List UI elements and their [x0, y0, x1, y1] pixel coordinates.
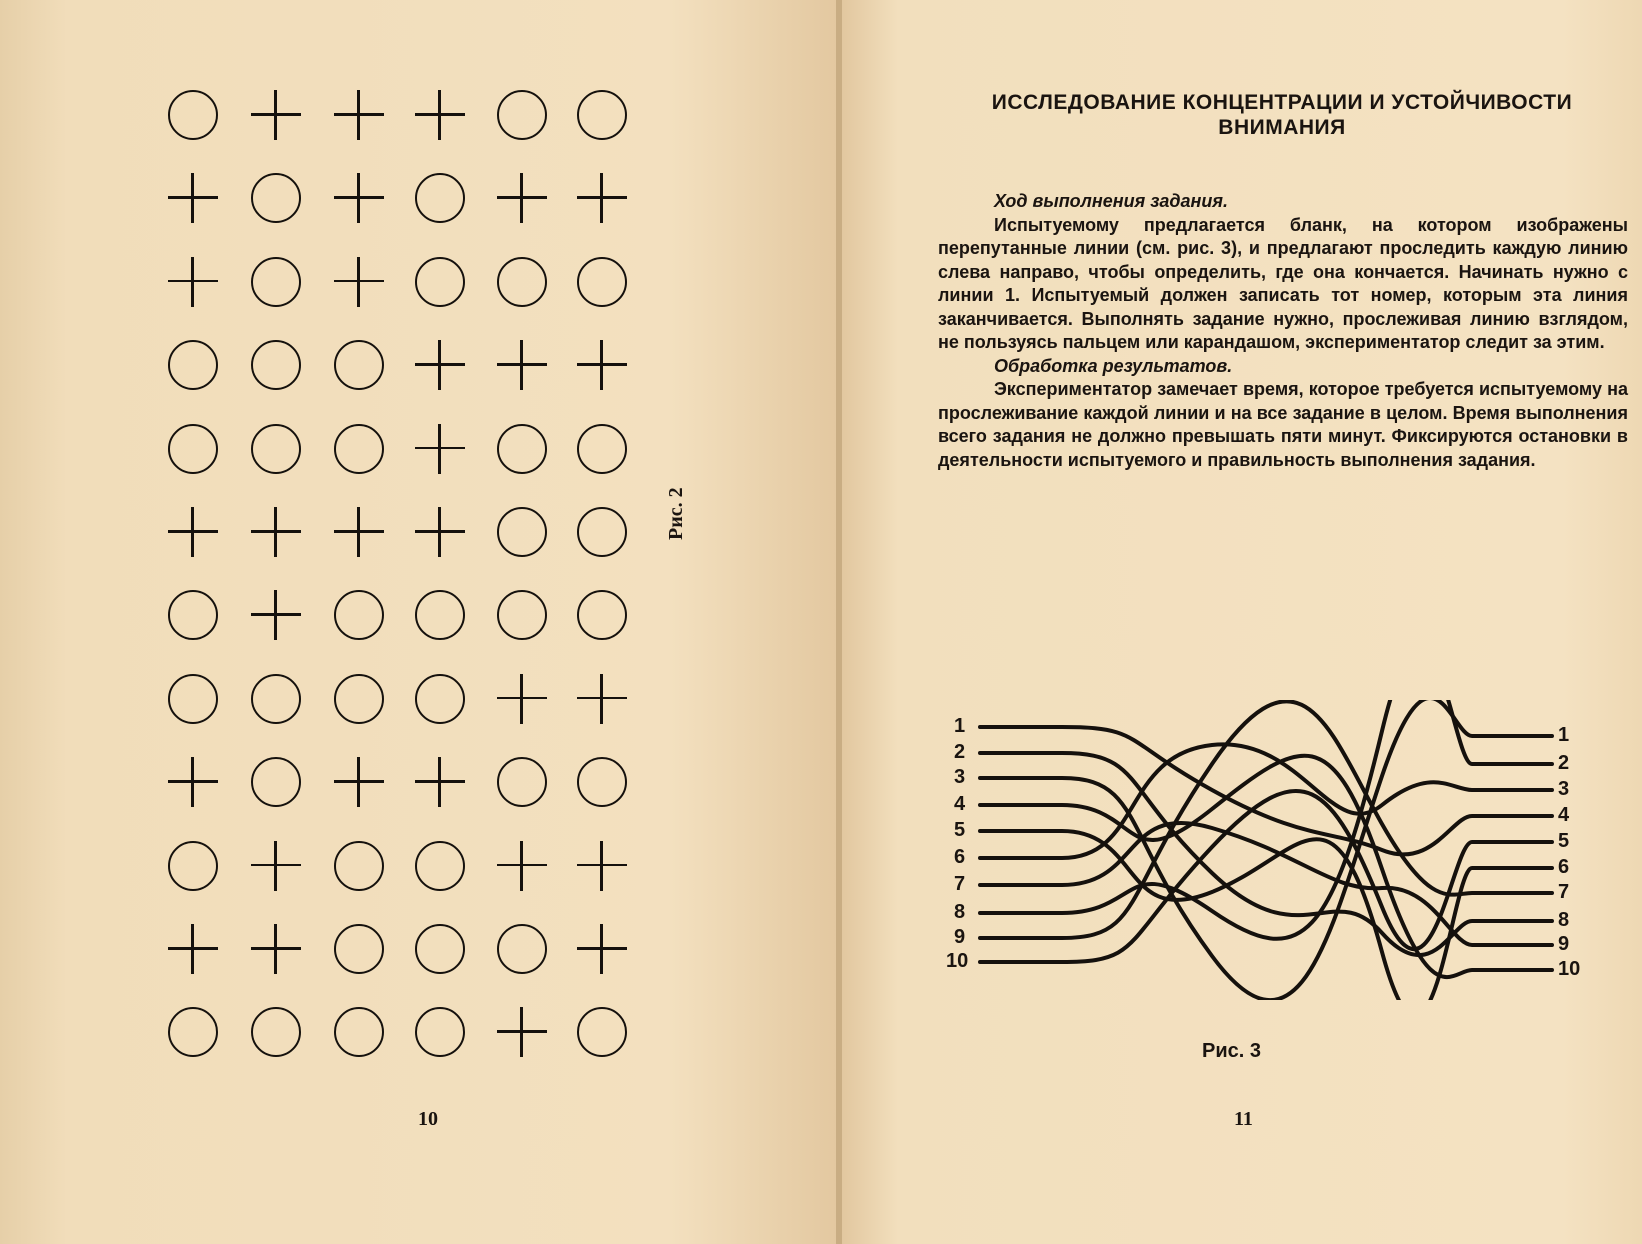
plus-symbol — [415, 90, 465, 140]
body-text — [938, 190, 1628, 472]
circle-symbol — [334, 424, 384, 474]
plus-symbol — [334, 90, 384, 140]
circle-symbol — [577, 1007, 627, 1057]
circle-symbol — [251, 173, 301, 223]
circle-symbol — [251, 757, 301, 807]
plus-symbol — [577, 340, 627, 390]
circle-symbol — [497, 924, 547, 974]
circle-symbol — [334, 340, 384, 390]
plus-symbol — [577, 173, 627, 223]
circle-symbol — [251, 1007, 301, 1057]
plus-symbol — [334, 757, 384, 807]
circle-symbol — [334, 924, 384, 974]
line-number-left: 8 — [954, 901, 966, 923]
circle-symbol — [415, 590, 465, 640]
plus-symbol — [415, 340, 465, 390]
circle-symbol — [251, 674, 301, 724]
circle-symbol — [168, 340, 218, 390]
line-number-left: 6 — [954, 846, 966, 868]
plus-symbol — [334, 257, 384, 307]
line-number-right: 5 — [1558, 830, 1570, 852]
plus-symbol — [334, 173, 384, 223]
circle-symbol — [497, 507, 547, 557]
plus-symbol — [251, 507, 301, 557]
plus-symbol — [577, 674, 627, 724]
plus-symbol — [251, 90, 301, 140]
plus-symbol — [497, 340, 547, 390]
circle-symbol — [251, 424, 301, 474]
section-1-text: Испытуемому предлагается бланк, на котором изображены перепутанные линии (см. рис. 3), и предлагают проследить каждую линию слева направо, чтобы определить, где она кончается. Начинать нужно с линии 1. Испытуемый должен записать тот номер, которым эта линия заканчивается. Выполнять задание нужно, прослеживая линию взглядом, не пользуясь пальцем или карандашом, экспериментатор следит за этим. — [938, 214, 1628, 352]
circle-symbol — [497, 257, 547, 307]
line-number-right: 6 — [1558, 856, 1570, 878]
plus-symbol — [168, 757, 218, 807]
section-1-heading: Ход выполнения задания. — [994, 191, 1229, 211]
line-number-left: 9 — [954, 926, 966, 948]
tangled-line — [980, 701, 1552, 938]
line-number-left: 3 — [954, 766, 966, 788]
circle-symbol — [577, 424, 627, 474]
circle-symbol — [251, 257, 301, 307]
line-number-right: 4 — [1558, 804, 1570, 826]
circle-symbol — [577, 507, 627, 557]
section-2-heading: Обработка результатов. — [994, 355, 1233, 376]
line-number-right: 2 — [1558, 752, 1570, 774]
plus-symbol — [577, 841, 627, 891]
plus-symbol — [577, 924, 627, 974]
circle-symbol — [168, 841, 218, 891]
line-number-right: 8 — [1558, 909, 1570, 931]
plus-symbol — [497, 173, 547, 223]
circle-symbol — [415, 924, 465, 974]
line-number-left: 1 — [954, 715, 966, 737]
line-number-right: 9 — [1558, 933, 1570, 955]
circle-symbol — [334, 590, 384, 640]
circle-symbol — [251, 340, 301, 390]
line-number-left: 2 — [954, 741, 966, 763]
circle-symbol — [168, 90, 218, 140]
plus-symbol — [415, 424, 465, 474]
plus-symbol — [251, 924, 301, 974]
circle-symbol — [497, 90, 547, 140]
line-number-right: 3 — [1558, 778, 1570, 800]
plus-symbol — [168, 507, 218, 557]
circle-symbol — [577, 590, 627, 640]
circle-symbol — [497, 590, 547, 640]
plus-symbol — [168, 173, 218, 223]
line-number-left: 10 — [946, 950, 969, 972]
circle-symbol — [168, 1007, 218, 1057]
page-number-left: 10 — [418, 1108, 438, 1130]
circle-symbol — [334, 1007, 384, 1057]
circle-symbol — [415, 173, 465, 223]
circle-symbol — [415, 1007, 465, 1057]
page-number-right: 11 — [1234, 1108, 1253, 1130]
plus-symbol — [415, 757, 465, 807]
tangled-line — [980, 753, 1552, 955]
title-line-1: ИССЛЕДОВАНИЕ КОНЦЕНТРАЦИИ И УСТОЙЧИВОСТИ — [991, 91, 1573, 114]
circle-symbol — [577, 257, 627, 307]
right-page — [842, 0, 1642, 1244]
plus-symbol — [334, 507, 384, 557]
line-number-left: 5 — [954, 819, 966, 841]
circle-symbol — [497, 424, 547, 474]
circle-symbol — [168, 590, 218, 640]
plus-symbol — [497, 674, 547, 724]
circle-symbol — [577, 757, 627, 807]
line-number-right: 7 — [1558, 881, 1570, 903]
line-number-left: 7 — [954, 873, 966, 895]
circle-symbol — [168, 674, 218, 724]
plus-symbol — [251, 841, 301, 891]
plus-symbol — [251, 590, 301, 640]
plus-symbol — [168, 257, 218, 307]
circle-symbol — [168, 424, 218, 474]
circle-symbol — [415, 674, 465, 724]
plus-symbol — [497, 841, 547, 891]
figure-3-label: Рис. 3 — [1202, 1040, 1261, 1062]
symbol-grid — [150, 78, 670, 1058]
circle-symbol — [415, 841, 465, 891]
line-number-right: 1 — [1558, 724, 1570, 746]
circle-symbol — [334, 674, 384, 724]
line-number-right: 10 — [1558, 958, 1581, 980]
tangled-lines-svg — [952, 700, 1582, 1000]
plus-symbol — [168, 924, 218, 974]
page-title — [932, 90, 1632, 140]
circle-symbol — [577, 90, 627, 140]
tangled-lines-figure — [946, 700, 1582, 1000]
circle-symbol — [334, 841, 384, 891]
circle-symbol — [497, 757, 547, 807]
plus-symbol — [497, 1007, 547, 1057]
line-number-left: 4 — [954, 793, 966, 815]
section-2-text: Экспериментатор замечает время, которое требуется испытуемому на прослеживание каждой линии и на все задание в целом. Время выполнения всего задания не должно превышать пяти минут. Фиксируются остановки в деятельности испытуемого и правильность выполнения задания. — [938, 379, 1628, 470]
title-line-2: ВНИМАНИЯ — [1218, 116, 1346, 139]
tangled-line — [980, 823, 1552, 945]
circle-symbol — [415, 257, 465, 307]
figure-2-label: Рис. 2 — [665, 487, 687, 540]
plus-symbol — [415, 507, 465, 557]
